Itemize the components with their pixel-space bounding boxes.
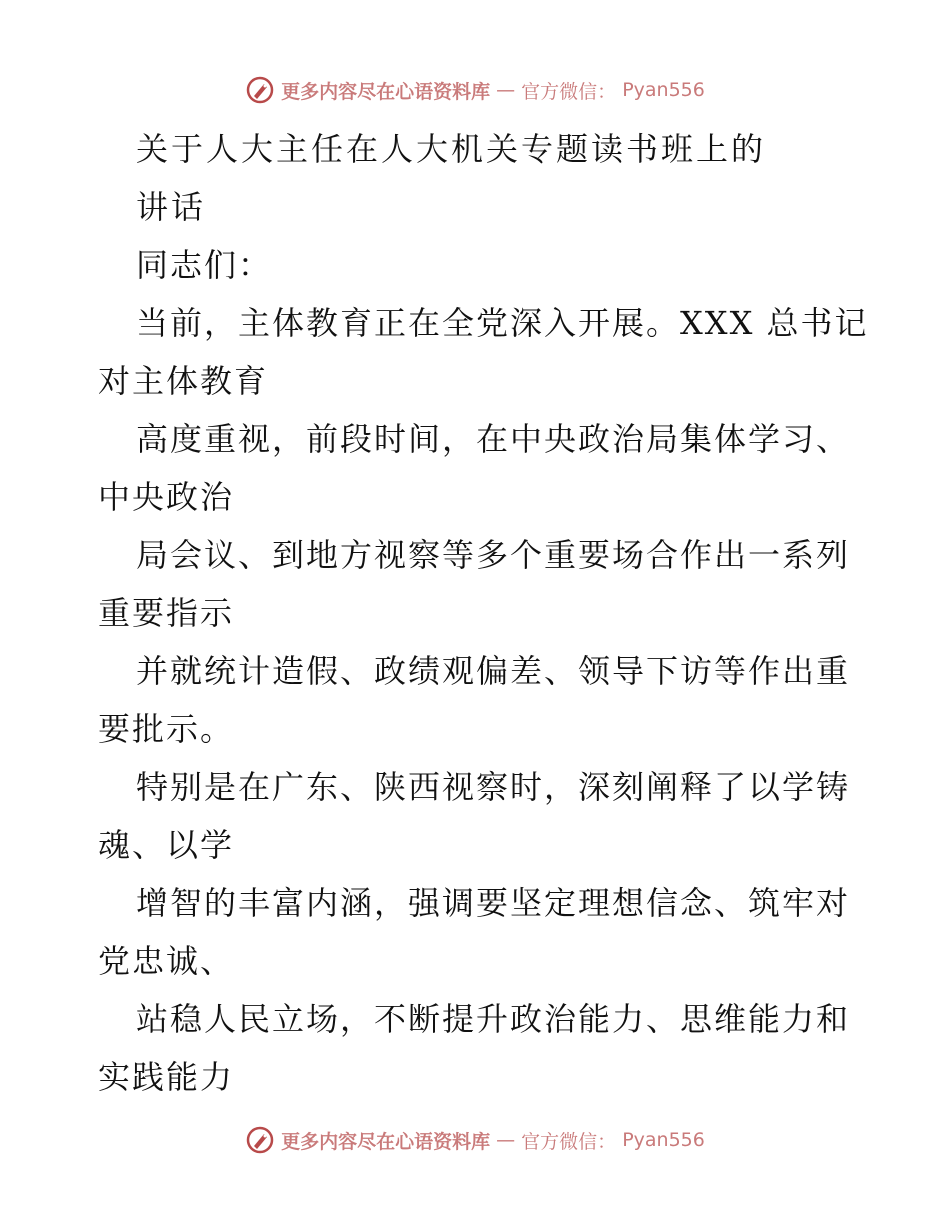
pen-nib-logo-icon	[245, 1125, 275, 1155]
paragraph-line: 重要指示	[98, 594, 235, 632]
watermark-wechat-label: 官方微信：	[521, 1130, 617, 1153]
pen-nib-logo-icon	[245, 75, 275, 105]
paragraph-line: 特别是在广东、陕西视察时，深刻阐释了以学铸	[136, 768, 851, 806]
paragraph-line: 实践能力	[98, 1058, 235, 1096]
watermark-separator: —	[496, 79, 516, 101]
document-title-line-2: 讲话	[136, 188, 207, 226]
watermark-wechat-label: 官方微信：	[521, 80, 617, 103]
paragraph-line: 魂、以学	[98, 826, 235, 864]
paragraph-line: 高度重视，前段时间，在中央政治局集体学习、	[136, 420, 851, 458]
header-watermark	[0, 70, 950, 110]
watermark-main-text: 更多内容尽在心语资料库	[281, 1130, 491, 1153]
watermark-wechat-id: Pyan556	[622, 1129, 705, 1151]
watermark-wechat-id: Pyan556	[622, 79, 705, 101]
paragraph-line: 对主体教育	[98, 362, 269, 400]
paragraph-line: 中央政治	[98, 478, 235, 516]
document-title-line-1: 关于人大主任在人大机关专题读书班上的	[136, 130, 767, 168]
paragraph-line: 并就统计造假、政绩观偏差、领导下访等作出重	[136, 652, 851, 690]
paragraph-line: 要批示。	[98, 710, 235, 748]
footer-watermark	[0, 1120, 950, 1160]
paragraph-line: 党忠诚、	[98, 942, 235, 980]
watermark-main-text: 更多内容尽在心语资料库	[281, 80, 491, 103]
document-body	[98, 120, 869, 1106]
paragraph-line: 当前，主体教育正在全党深入开展。XXX 总书记	[136, 304, 869, 342]
watermark-separator: —	[496, 1129, 516, 1151]
paragraph-line: 增智的丰富内涵，强调要坚定理想信念、筑牢对	[136, 884, 851, 922]
paragraph-line: 站稳人民立场，不断提升政治能力、思维能力和	[136, 1000, 851, 1038]
paragraph-line: 局会议、到地方视察等多个重要场合作出一系列	[136, 536, 851, 574]
salutation: 同志们：	[136, 246, 273, 284]
